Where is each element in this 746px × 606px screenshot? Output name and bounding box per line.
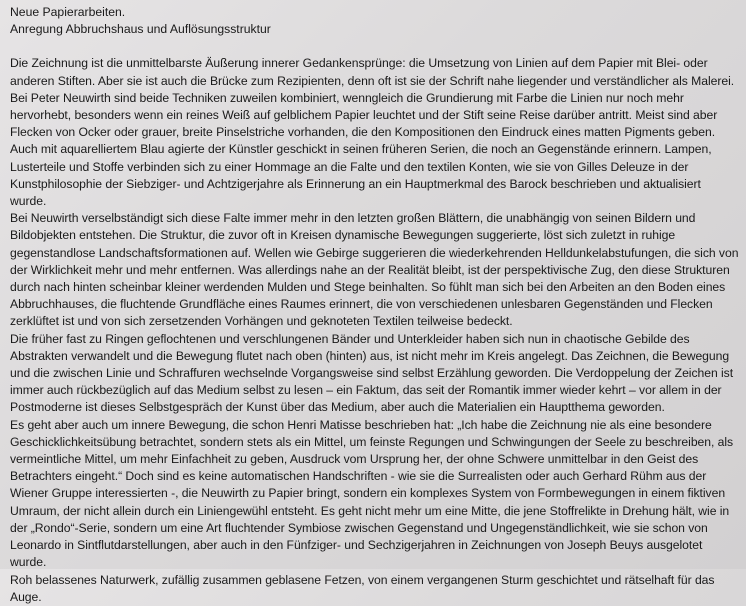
document-body bbox=[10, 55, 740, 606]
document-title: Neue Papierarbeiten. bbox=[10, 5, 126, 19]
paragraph: Die Zeichnung ist die unmittelbarste Äußerung innerer Gedankensprünge: die Umsetzung von Linien auf dem Papier mit Blei- oder anderen Stiften. Aber sie ist auch die Brücke zum Rezipienten, denn oft ist sie der Schrift nahe liegender und verständlicher als Malerei. Bei Peter Neuwirth sind beide Techniken zuweilen kombiniert, wenngleich die Grundierung mit Farbe die Linien nur noch mehr hervorhebt, besonders wenn ein reines Weiß auf gelblichem Papier leuchtet und der Stift seine Reise darüber antritt. Meist sind aber Flecken von Ocker oder grauer, breite Pinselstriche vorhanden, die den Kompositionen den Eindruck eines matten Pigments geben. Auch mit aquarelliertem Blau agierte der Künstler geschickt in seinen früheren Serien, die noch an Gegenstände erinnern. Lampen, Lusterteile und Stoffe verbinden sich zu einer Hommage an die Falte und den textilen Konten, wie sie von Gilles Deleuze in der Kunstphilosophie der Siebziger- und Achtzigerjahre als Erinnerung an ein Hauptmerkmal des Barock beschrieben und aktualisiert wurde. bbox=[10, 56, 735, 209]
document-header bbox=[10, 4, 740, 38]
paragraph: Roh belassenes Naturwerk, zufällig zusammen geblasene Fetzen, von einem vergangenen Sturm geschichtet und rätselhaft für das Auge. bbox=[10, 572, 715, 604]
paragraph: Bei Neuwirth verselbständigt sich diese Falte immer mehr in den letzten großen Blättern, die unabhängig von seinen Bildern und Bildobjekten entstehen. Die Struktur, die zuvor oft in Kreisen dynamische Bewegungen suggerierte, löst sich zuletzt in ruhige gegenstandlose Landschaftsformationen auf. Wellen wie Gebirge suggerieren die wiederkehrenden Helldunkelabstufungen, die sich von der Wirklichkeit mehr und mehr entfernen. Was allerdings nahe an der Realität bleibt, ist der perspektivische Zug, den diese Strukturen durch nach hinten scheinbar kleiner werdenden Mulden und Stege beinhalten. So fühlt man sich bei den Arbeiten an den Boden eines Abbruchhauses, die fluchtende Grundfläche eines Raumes erinnert, die von verschiedenen unlesbaren Gegenständen und Flecken zerklüftet ist und von sich zersetzenden Vorhängen und geknoteten Textilen teilweise bedeckt. bbox=[10, 211, 739, 329]
paragraph: Die früher fast zu Ringen geflochtenen und verschlungenen Bänder und Unterkleider haben sich nun in chaotische Gebilde des Abstrakten verwandelt und die Bewegung flutet nach oben (hinten) aus, ist nicht mehr im Kreis angelegt. Das Zeichnen, die Bewegung und die zwischen Linie und Schraffuren wechselnde Vorgangsweise sind selbst Erzählung geworden. Die Verdoppelung der Zeichen ist immer auch rückbezüglich auf das Medium selbst zu lesen – ein Faktum, das seit der Romantik immer wieder kehrt – vor allem in der Postmoderne ist dieses Selbstgespräch der Kunst über das Medium, aber auch die Materialien ein Hauptthema geworden. bbox=[10, 331, 734, 415]
document-subtitle: Anregung Abbruchshaus und Auflösungsstruktur bbox=[10, 22, 271, 37]
paragraph: Es geht aber auch um innere Bewegung, die schon Henri Matisse beschrieben hat: „Ich habe die Zeichnung nie als eine besondere Geschicklichkeitsübung betrachtet, sondern stets als ein Mittel, um feinste Regungen und Schwingungen der Seele zu beschreiben, als vermeintliche Mittel, um mehr Einfachheit zu geben, Ausdruck vom Ursprung her, der ohne Schwere unmittelbar in den Geist des Betrachters eingeht.“ Doch sind es keine automatischen Handschriften - wie sie die Surrealisten oder auch Gerhard Rühm aus der Wiener Gruppe interessierten -, die Neuwirth zu Papier bringt, sondern ein komplexes System von Formbewegungen in einem fiktiven Umraum, der nicht allein durch ein Liniengewühl entsteht. Es geht nicht mehr um eine Mitte, die jene Stoffrelikte in Drehung hält, wie in der „Rondo“-Serie, sondern um eine Art fluchtender Symbiose zwischen Gegenstand und Ungegenständlichkeit, wie sie schon von Leonardo in Sintflutdarstellungen, aber auch in den Fünfziger- und Sechzigerjahren in Zeichnungen von Joseph Beuys ausgelotet wurde. bbox=[10, 417, 734, 570]
